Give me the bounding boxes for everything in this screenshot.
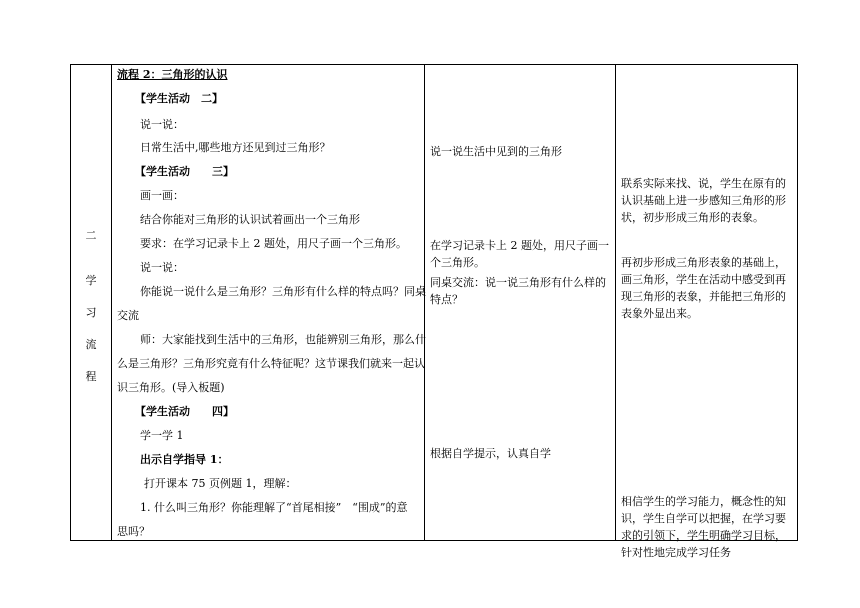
activity-heading: 【学生活动 三】 bbox=[135, 165, 234, 178]
section-cell bbox=[71, 65, 112, 541]
process-title: 流程 2：三角形的认识 bbox=[117, 68, 228, 81]
text-line: 你能说一说什么是三角形？三角形有什么样的特点吗？同桌 bbox=[140, 285, 426, 298]
text-line: 日常生活中,哪些地方还见到过三角形？ bbox=[140, 141, 331, 154]
text-line: 画一画： bbox=[140, 189, 184, 202]
section-char: 程 bbox=[85, 370, 97, 383]
text-line: 学一学 1 bbox=[140, 429, 184, 442]
student-activity-cell bbox=[425, 65, 616, 541]
student-text: 在学习记录卡上 2 题处，用尺子画一个三角形。 bbox=[430, 239, 609, 269]
process-content-cell bbox=[112, 65, 425, 541]
student-text: 说一说生活中见到的三角形 bbox=[430, 145, 562, 158]
lesson-plan-table bbox=[70, 64, 798, 559]
section-char: 流 bbox=[85, 338, 97, 351]
text-line: 思吗？ bbox=[117, 525, 150, 538]
text-line: 结合你能对三角形的认识试着画出一个三角形 bbox=[140, 213, 360, 226]
intent-text: 联系实际来找、说，学生在原有的认识基础上进一步感知三角形的形状，初步形成三角形的表象。 bbox=[621, 177, 786, 224]
text-line: 么是三角形？三角形究竟有什么特征呢？这节课我们就来一起认 bbox=[117, 357, 425, 370]
student-text: 根据自学提示，认真自学 bbox=[430, 447, 551, 460]
text-line: 1. 什么叫三角形？你能理解了“首尾相接” “围成”的意 bbox=[140, 501, 408, 514]
intent-text: 相信学生的学习能力，概念性的知识，学生自学可以把握，在学习要求的引领下，学生明确学习目标，针对性地完成学习任务 bbox=[621, 495, 786, 559]
section-char: 习 bbox=[85, 306, 97, 319]
intent-text: 再初步形成三角形表象的基础上，画三角形，学生在活动中感受到再现三角形的表象，并能把三角形的表象外显出来。 bbox=[621, 256, 786, 320]
student-text: 同桌交流：说一说三角形有什么样的特点？ bbox=[430, 276, 606, 306]
text-line: 打开课本 75 页例题 1，理解： bbox=[144, 477, 297, 490]
activity-heading: 【学生活动 二】 bbox=[135, 92, 223, 105]
text-line: 识三角形。(导入板题) bbox=[117, 381, 225, 394]
section-char: 学 bbox=[85, 274, 97, 287]
guide-heading: 出示自学指导 1： bbox=[140, 453, 229, 466]
text-line: 师：大家能找到生活中的三角形，也能辨别三角形，那么什 bbox=[140, 333, 426, 346]
text-line: 说一说： bbox=[140, 261, 184, 274]
text-line: 说一说： bbox=[140, 118, 184, 131]
text-line: 交流 bbox=[117, 309, 139, 322]
text-line: 要求：在学习记录卡上 2 题处，用尺子画一个三角形。 bbox=[140, 237, 407, 250]
section-char: 二 bbox=[85, 229, 97, 242]
activity-heading: 【学生活动 四】 bbox=[135, 405, 234, 418]
design-intent-cell bbox=[616, 65, 798, 559]
